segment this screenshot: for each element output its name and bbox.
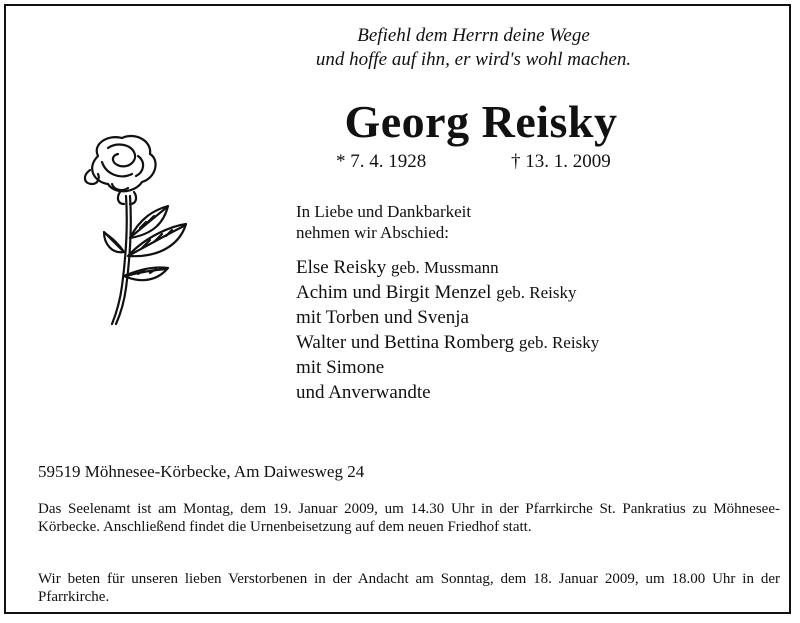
- farewell-intro-line-1: In Liebe und Dankbarkeit: [296, 202, 472, 221]
- mourner-name: mit Torben und Svenja: [296, 307, 469, 328]
- bible-verse-line-2: und hoffe auf ihn, er wird's wohl machen.: [315, 49, 632, 70]
- rose-icon: [68, 126, 228, 326]
- death-date: † 13. 1. 2009: [511, 151, 611, 172]
- mourner-name: Achim und Birgit Menzel: [296, 282, 492, 303]
- mourner-name: mit Simone: [296, 357, 385, 378]
- mourner-note: geb. Reisky: [518, 333, 600, 352]
- farewell-intro-line-2: nehmen wir Abschied:: [296, 223, 449, 242]
- mourner-line: [296, 330, 599, 355]
- mourner-line: [296, 380, 599, 405]
- obituary-notice: [4, 4, 791, 614]
- bible-verse: [6, 24, 800, 72]
- mourner-name: Walter und Bettina Romberg: [296, 332, 515, 353]
- mourner-note: geb. Mussmann: [391, 258, 499, 277]
- prayer-info: Wir beten für unseren lieben Verstorbenen in der Andacht am Sonntag, dem 18. Januar 2009, um 18.00 Uhr in der Pfarrkirche.: [38, 571, 780, 605]
- mourner-line: [296, 255, 599, 280]
- service-info: Das Seelenamt ist am Montag, dem 19. Januar 2009, um 14.30 Uhr in der Pfarrkirche St. Pankratius zu Möhnesee-Körbecke. Anschließend findet die Urnenbeisetzung auf dem neuen Friedhof statt.: [38, 501, 780, 535]
- mourner-line: [296, 305, 599, 330]
- birth-date: * 7. 4. 1928: [336, 151, 427, 172]
- mourners-list: [296, 255, 599, 405]
- mourner-name: und Anverwandte: [296, 382, 431, 403]
- farewell-intro: [296, 201, 471, 243]
- bible-verse-line-1: Befiehl dem Herrn deine Wege: [357, 25, 590, 46]
- address: 59519 Möhnesee-Körbecke, Am Daiwesweg 24: [38, 462, 365, 481]
- mourner-line: [296, 355, 599, 380]
- mourner-note: geb. Reisky: [496, 283, 577, 302]
- mourner-line: [296, 280, 599, 305]
- deceased-name: Georg Reisky: [344, 96, 618, 147]
- mourner-name: Else Reisky: [296, 257, 387, 278]
